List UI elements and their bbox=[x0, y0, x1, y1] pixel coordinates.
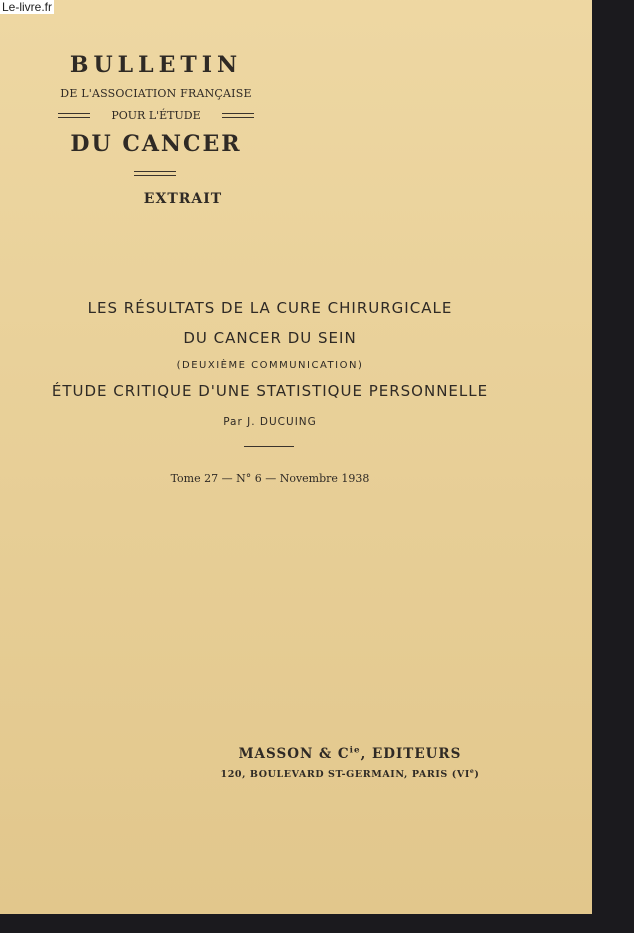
article-title-line-4: ÉTUDE CRITIQUE D'UNE STATISTIQUE PERSONNELLE bbox=[51, 382, 489, 400]
publisher-address bbox=[200, 769, 500, 780]
association-line: DE L'ASSOCIATION FRANÇAISE bbox=[60, 87, 252, 100]
address-prefix: 120, BOULEVARD ST-GERMAIN, PARIS (VI bbox=[220, 769, 470, 780]
publisher-name-prefix: MASSON & C bbox=[238, 746, 350, 762]
address-suffix: ) bbox=[474, 769, 480, 780]
watermark-text: Le-livre.fr bbox=[2, 0, 53, 14]
du-cancer-title: DU CANCER bbox=[70, 131, 242, 157]
bulletin-title: BULLETIN bbox=[69, 52, 243, 78]
pour-text: POUR L'ÉTUDE bbox=[111, 108, 201, 122]
extrait-label: EXTRAIT bbox=[143, 191, 223, 207]
left-double-rule bbox=[58, 113, 90, 118]
article-title-line-1: LES RÉSULTATS DE LA CURE CHIRURGICALE bbox=[87, 299, 453, 317]
address-sup: e bbox=[469, 767, 475, 775]
center-double-rule bbox=[134, 171, 176, 176]
pour-line bbox=[58, 108, 254, 122]
author-line: Par J. DUCUING bbox=[223, 416, 317, 428]
issue-line: Tome 27 — N° 6 — Novembre 1938 bbox=[170, 472, 370, 485]
separator-rule bbox=[244, 446, 294, 447]
background-right bbox=[590, 0, 634, 933]
article-title-line-2: DU CANCER DU SEIN bbox=[183, 329, 357, 347]
right-double-rule bbox=[222, 113, 254, 118]
background-bottom bbox=[0, 911, 634, 933]
article-title-line-3: (DEUXIÈME COMMUNICATION) bbox=[176, 360, 364, 371]
publisher-name-suffix: , EDITEURS bbox=[360, 746, 462, 762]
publisher-name bbox=[200, 746, 500, 762]
publisher-name-sup: ie bbox=[349, 745, 361, 756]
